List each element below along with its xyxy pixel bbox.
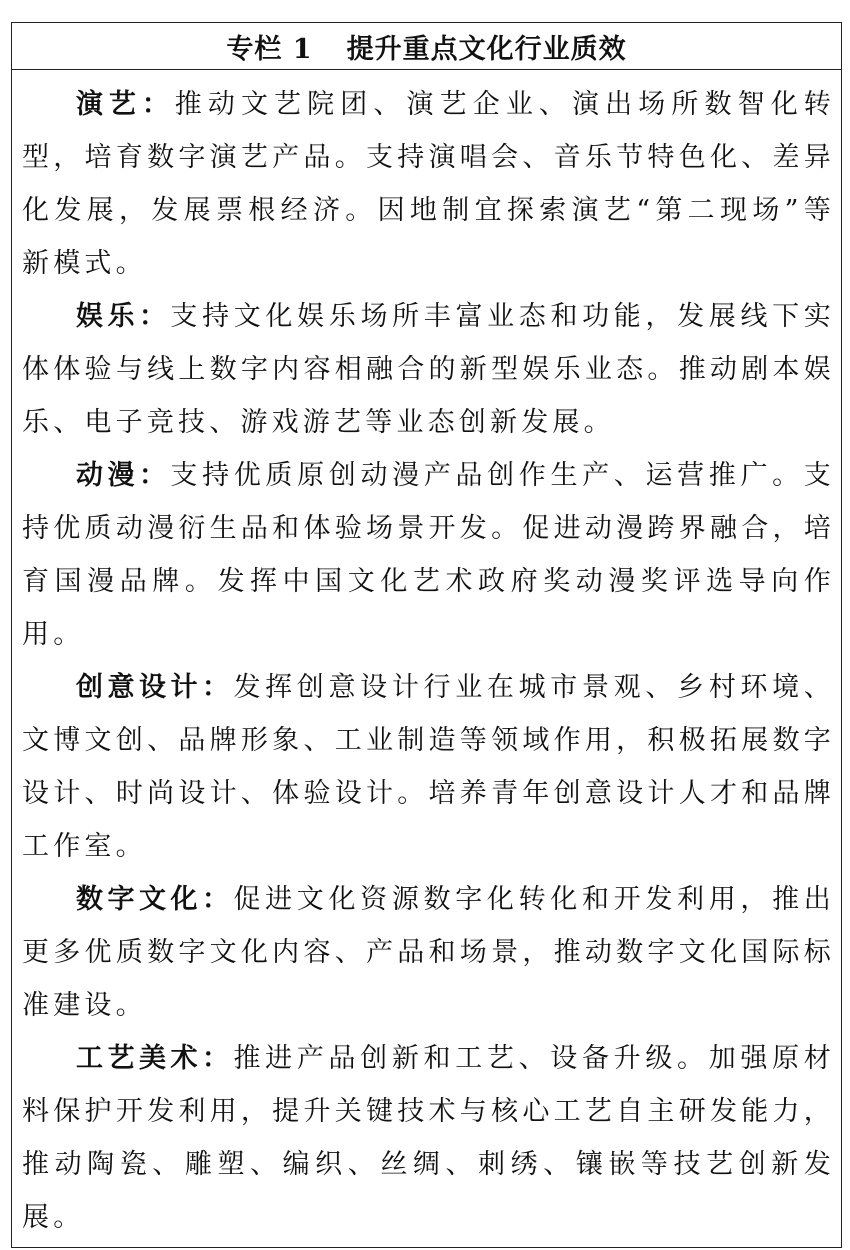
- column-header: [12, 23, 841, 70]
- column-label: 专栏 1: [226, 33, 313, 65]
- term-digital-culture: 数字文化：: [76, 884, 234, 915]
- text-entertainment: 支持文化娱乐场所丰富业态和功能，发展线下实体体验与线上数字内容相融合的新型娱乐业态。推动剧本娱乐、电子竞技、游戏游艺等业态创新发展。: [22, 301, 836, 438]
- paragraph-performing-arts: [22, 78, 835, 290]
- term-creative-design: 创意设计：: [76, 672, 234, 703]
- paragraph-entertainment: [22, 290, 835, 449]
- column-body: [12, 70, 841, 1244]
- text-creative-design: 发挥创意设计行业在城市景观、乡村环境、文博文创、品牌形象、工业制造等领域作用，积极拓展数字设计、时尚设计、体验设计。培养青年创意设计人才和品牌工作室。: [22, 672, 835, 862]
- paragraph-creative-design: [22, 661, 835, 873]
- term-entertainment: 娱乐：: [76, 301, 171, 332]
- text-performing-arts: 推动文艺院团、演艺企业、演出场所数智化转型，培育数字演艺产品。支持演唱会、音乐节特色化、差异化发展，发展票根经济。因地制宜探索演艺“第二现场”等新模式。: [22, 89, 836, 279]
- column-title: 提升重点文化行业质效: [346, 33, 627, 65]
- term-arts-crafts: 工艺美术：: [76, 1043, 234, 1074]
- column-box: [11, 22, 842, 1248]
- paragraph-animation: [22, 449, 835, 661]
- term-animation: 动漫：: [76, 460, 171, 491]
- text-digital-culture: 促进文化资源数字化转化和开发利用，推出更多优质数字文化内容、产品和场景，推动数字文化国际标准建设。: [22, 884, 835, 1021]
- paragraph-arts-crafts: [22, 1032, 835, 1244]
- text-arts-crafts: 推进产品创新和工艺、设备升级。加强原材料保护开发利用，提升关键技术与核心工艺自主研发能力，推动陶瓷、雕塑、编织、丝绸、刺绣、镶嵌等技艺创新发展。: [22, 1043, 835, 1233]
- text-animation: 支持优质原创动漫产品创作生产、运营推广。支持优质动漫衍生品和体验场景开发。促进动漫跨界融合，培育国漫品牌。发挥中国文化艺术政府奖动漫奖评选导向作用。: [22, 460, 836, 650]
- term-performing-arts: 演艺：: [76, 89, 175, 120]
- paragraph-digital-culture: [22, 873, 835, 1032]
